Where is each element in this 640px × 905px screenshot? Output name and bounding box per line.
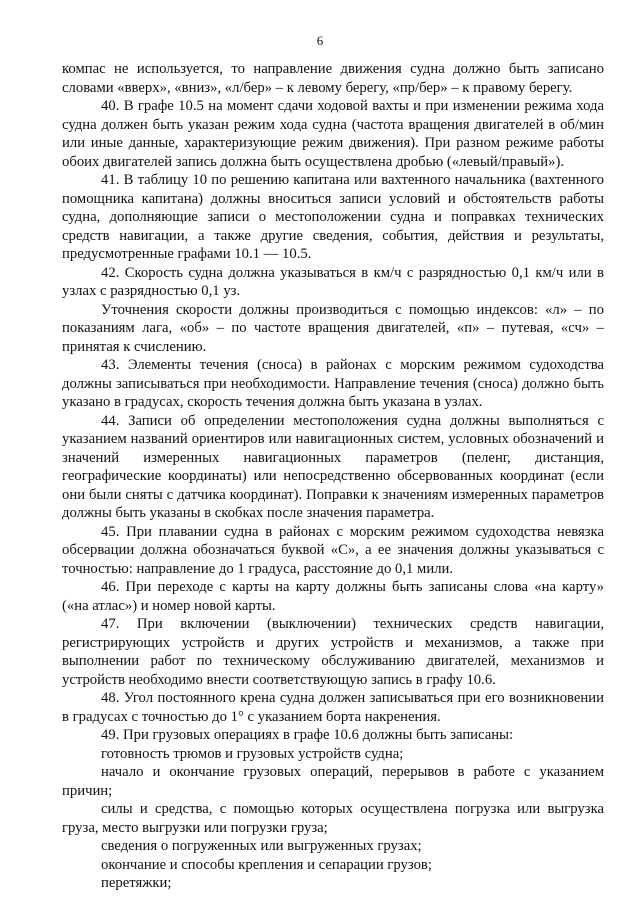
- list-item: силы и средства, с помощью которых осуществлена погрузка или выгрузка груза, место выгрузки или погрузки груза;: [62, 801, 604, 836]
- paragraph: 48. Угол постоянного крена судна должен записываться при его возникновении в градусах с точностью до 1° с указанием борта накренения.: [62, 690, 604, 725]
- paragraph: 47. При включении (выключении) технических средств навигации, регистрирующих устройств и других устройств и механизмов, а также при выполнении работ по техническому обслуживанию двигателей, механизмов и устройств необходимо внести соответствующую запись в графу 10.6.: [62, 616, 604, 688]
- page-number: 6: [316, 33, 324, 48]
- paragraph: 41. В таблицу 10 по решению капитана или вахтенного начальника (вахтенного помощника капитана) должны вноситься записи условий и обстоятельств работы судна, дополняющие записи о местоположении судна и поправках технических средств навигации, а также другие сведения, события, действия и результаты, предусмотренные графами 10.1 — 10.5.: [62, 172, 604, 262]
- paragraph: 43. Элементы течения (сноса) в районах с морским режимом судоходства должны записываться при необходимости. Направление течения (сноса) должно быть указано в градусах, скорость течения должна быть указана в узлах.: [62, 357, 604, 410]
- paragraph: 49. При грузовых операциях в графе 10.6 должны быть записаны:: [101, 727, 514, 743]
- list-item: начало и окончание грузовых операций, перерывов в работе с указанием причин;: [62, 764, 604, 799]
- list-item: готовность трюмов и грузовых устройств судна;: [101, 745, 404, 762]
- paragraph: Уточнения скорости должны производиться с помощью индексов: «л» – по показаниям лага, «об» – по частоте вращения двигателей, «п» – путевая, «сч» – принятая к счислению.: [62, 301, 604, 355]
- paragraph: 46. При переходе с карты на карту должны быть записаны слова «на карту» («на атлас») и номер новой карты.: [62, 579, 604, 614]
- document-body: [62, 60, 604, 893]
- paragraph: компас не используется, то направление движения судна должно быть записано словами «вверх», «вниз», «л/бер» – к левому берегу, «пр/бер» – к правому берегу.: [62, 61, 604, 96]
- paragraph: 40. В графе 10.5 на момент сдачи ходовой вахты и при изменении режима хода судна должен быть указан режим хода судна (частота вращения двигателей в об/мин или иные данные, характеризующие режим движения). При разном режиме работы обоих двигателей запись должна быть осуществлена дробью («левый/правый»).: [62, 98, 604, 170]
- paragraph: 44. Записи об определении местоположения судна должны выполняться с указанием названий ориентиров или навигационных систем, условных обозначений и значений измеренных навигационных параметров (пеленг, дистанция, географические координаты) или непосредственно обсервованных координат (если они были сняты с датчика координат). Поправки к значениям измеренных параметров должны быть указаны в скобках после значения параметра.: [62, 412, 604, 521]
- list-item: сведения о погруженных или выгруженных грузах;: [101, 838, 422, 854]
- paragraph: 45. При плавании судна в районах с морским режимом судоходства невязка обсервации должна обозначаться буквой «С», а ее значения должны указываться с точностью: направление до 1 градуса, расстояние до 0,1 мили.: [62, 523, 604, 577]
- paragraph: 42. Скорость судна должна указываться в км/ч с разрядностью 0,1 км/ч или в узлах с разрядностью 0,1 уз.: [62, 264, 604, 299]
- list-item: окончание и способы крепления и сепарации грузов;: [101, 856, 432, 873]
- list-item: перетяжки;: [101, 875, 172, 891]
